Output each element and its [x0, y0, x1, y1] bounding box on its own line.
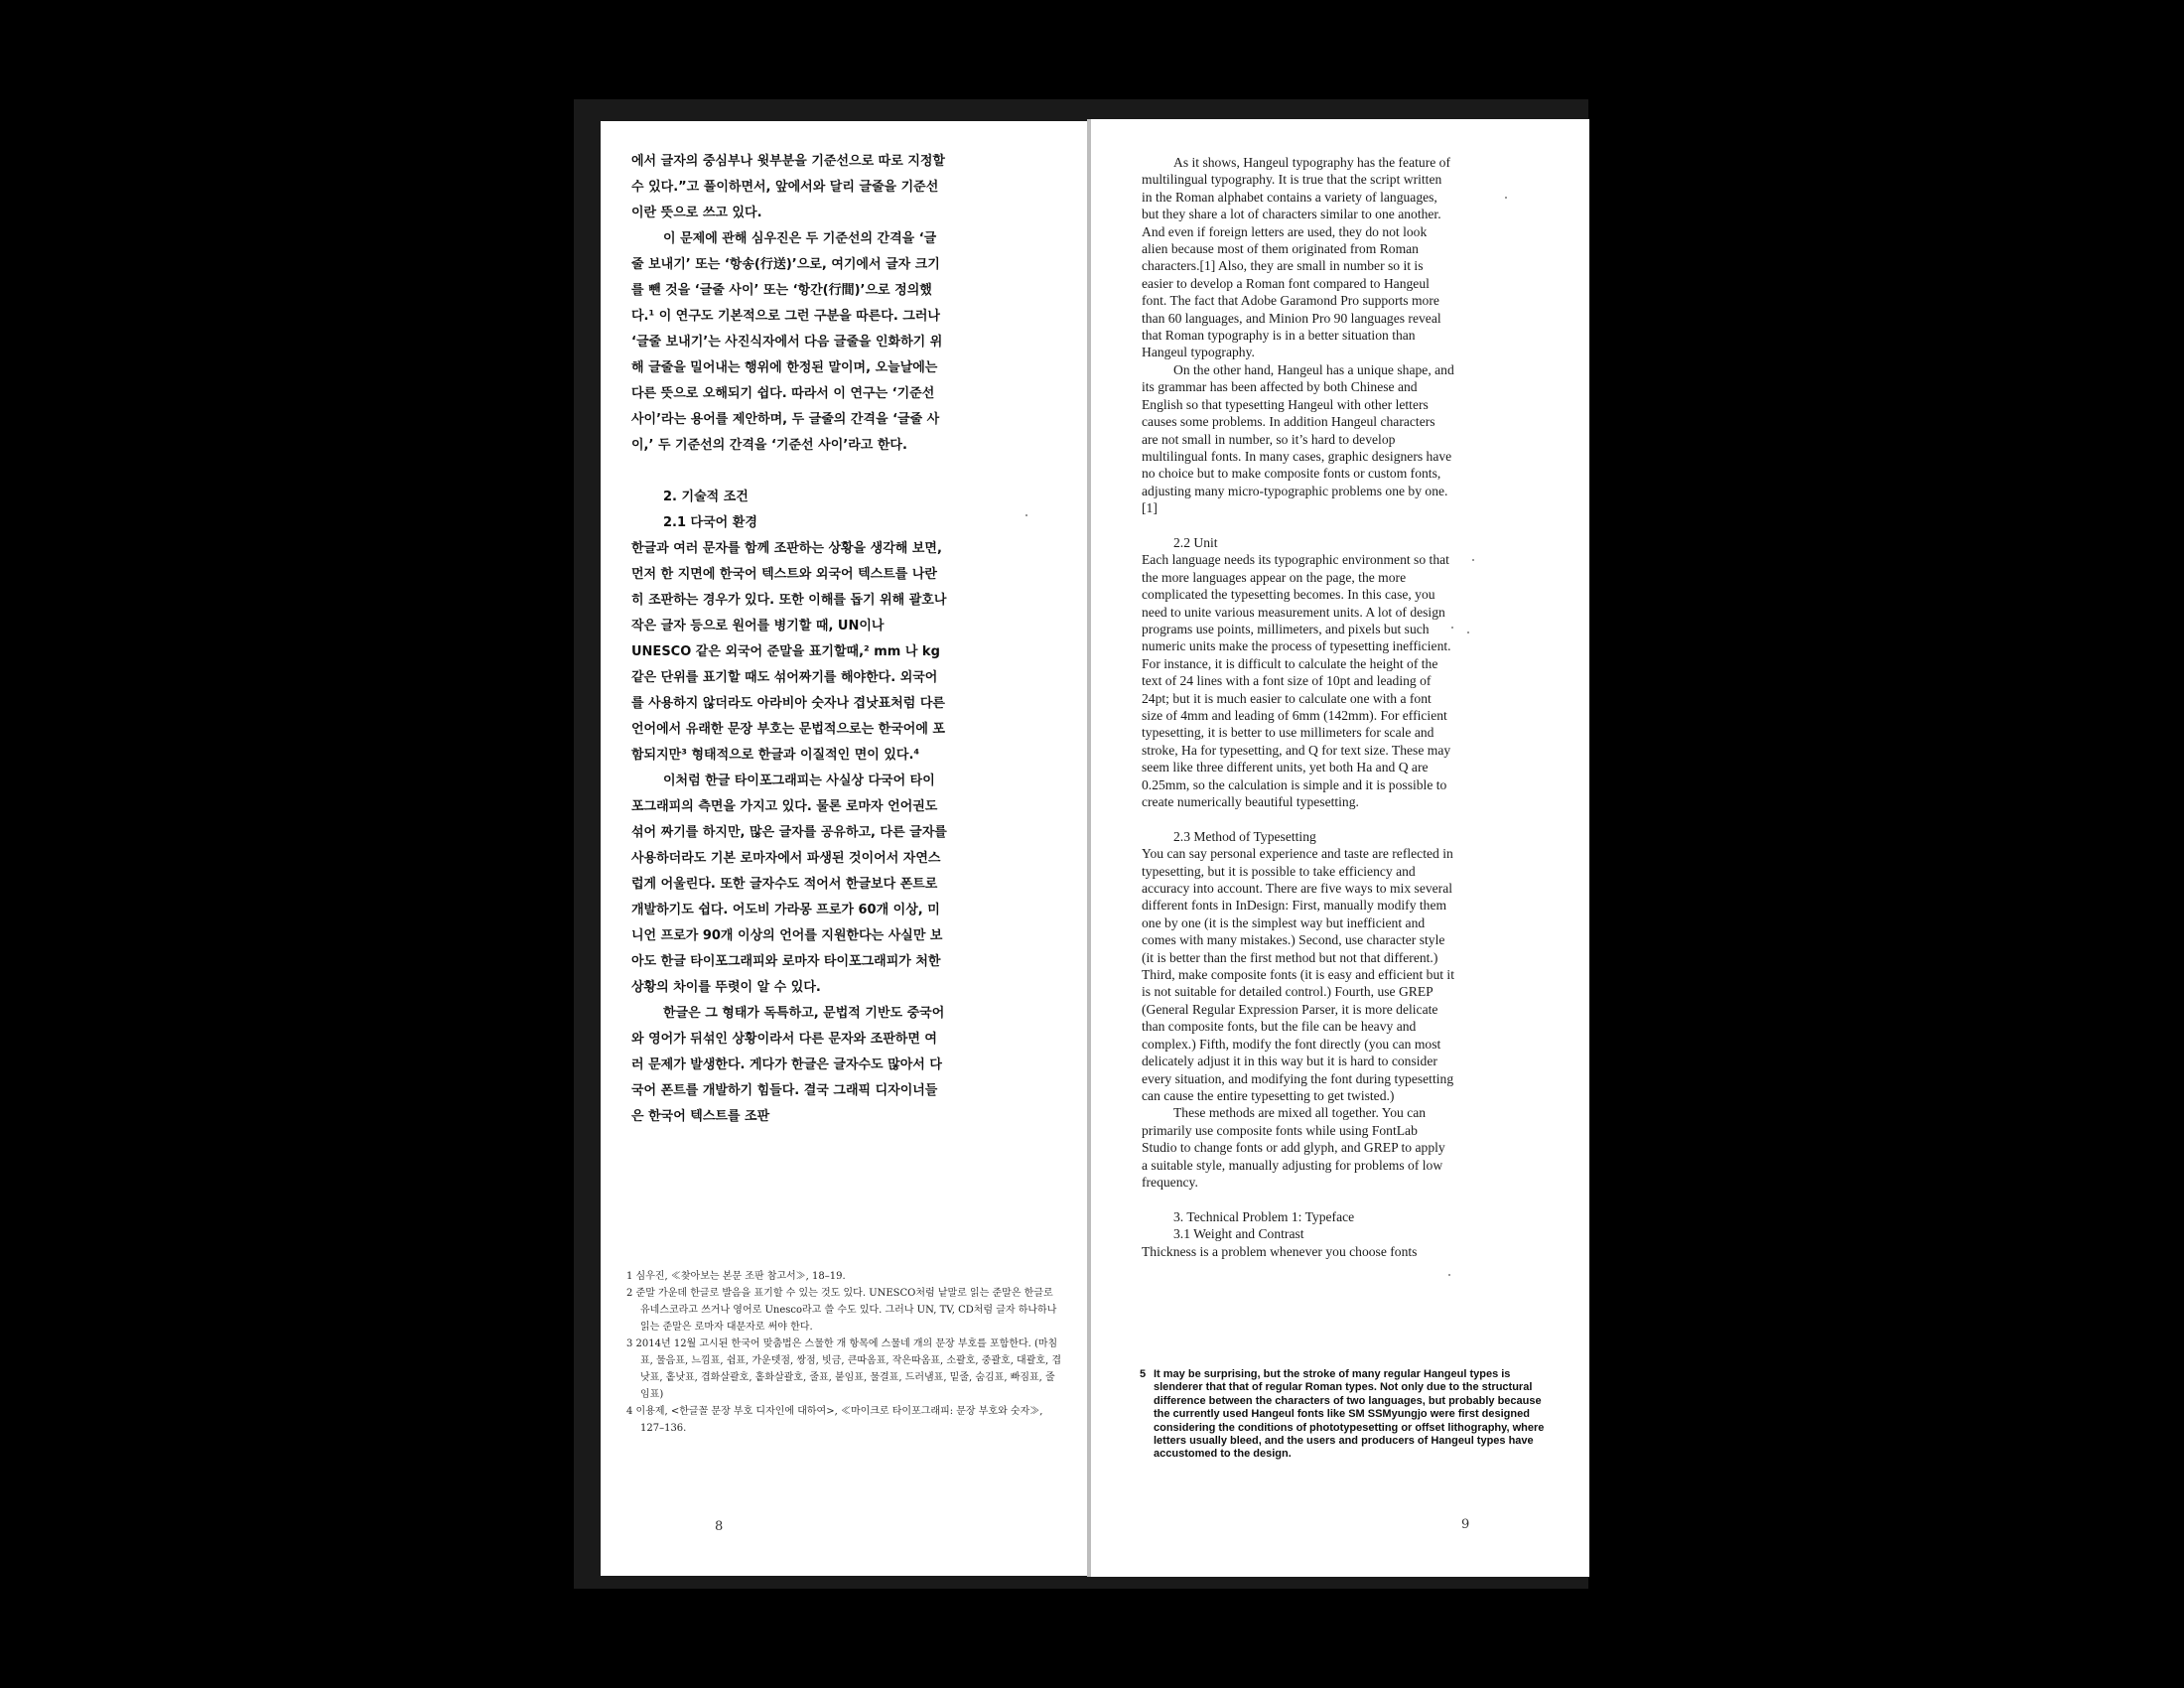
right-paragraph: Thickness is a problem whenever you choose fonts — [1142, 1243, 1418, 1259]
paper-speck — [1448, 1274, 1450, 1276]
left-footnotes — [626, 1268, 1063, 1437]
footnote: 4 이용제, <한글꼴 문장 부호 디자인에 대하여>, ≪마이크로 타이포그래피: 문장 부호와 숫자≫, 127–136. — [626, 1406, 1043, 1434]
right-paragraph: On the other hand, Hangeul has a unique shape, and its grammar has been affected by both Chinese and English so that typesetting Hangeul with other letters causes some problems. In addition Hangeul characters are not small in number, so it’s hard to develop multilingual fonts. In many cases, graphic designers have no choice but to make composite fonts or custom fonts, adjusting many micro-typographic problems one by one.[1] — [1142, 361, 1454, 516]
left-paragraph: 에서 글자의 중심부나 윗부분을 기준선으로 따로 지정할 수 있다.”고 풀이하면서, 앞에서와 달리 글줄을 기준선이란 뜻으로 쓰고 있다. — [631, 154, 945, 220]
paper-speck — [1472, 559, 1474, 561]
subsection-heading: 2.2 Unit — [1173, 534, 1218, 550]
paper-speck — [1505, 197, 1507, 199]
footnote: 1 심우진, ≪찾아보는 본문 조판 참고서≫, 18–19. — [626, 1271, 846, 1282]
left-page-body — [631, 149, 947, 1130]
left-page — [601, 121, 1090, 1576]
paper-speck — [1025, 514, 1027, 516]
subsection-heading: 3.1 Weight and Contrast — [1173, 1226, 1304, 1242]
footnote-text: It may be surprising, but the stroke of many regular Hangeul types is slenderer that that of regular Roman types. Not only due to the structural difference between the characters of two languages, but probably because the currently used Hangeul fonts like SM SSMyungjo were first designed considering the conditions of phototypesetting or offset lithography, where letters usually bleed, and the users and producers of Hangeul types have accustomed to the design. — [1154, 1368, 1545, 1461]
right-footnote — [1140, 1368, 1547, 1462]
left-paragraph: 이처럼 한글 타이포그래피는 사실상 다국어 타이포그래피의 측면을 가지고 있다. 물론 로마자 언어권도 섞어 짜기를 하지만, 많은 글자를 공유하고, 다른 글자를 사용하더라도 기본 로마자에서 파생된 것이어서 자연스럽게 어울린다. 또한 글자수도 적어서 한글보다 폰트로 개발하기도 쉽다. 어도비 가라몽 프로가 60개 이상, 미니언 프로가 90개 이상의 언어를 지원한다는 사실만 보아도 한글 타이포그래피와 로마자 타이포그래피가 처한 상황의 차이를 뚜렷이 알 수 있다. — [631, 774, 947, 995]
footnote-number: 5 — [1140, 1368, 1147, 1380]
left-paragraph: 한글과 여러 문자를 함께 조판하는 상황을 생각해 보면, 먼저 한 지면에 한국어 텍스트와 외국어 텍스트를 나란히 조판하는 경우가 있다. 또한 이해를 돕기 위해 괄호나 작은 글자 등으로 원어를 병기할 때, UN이나 UNESCO 같은 외국어 준말을 표기할때,² mm 나 kg 같은 단위를 표기할 때도 섞어짜기를 해야한다. 외국어를 사용하지 않더라도 아라비아 숫자나 겹낫표처럼 다른 언어에서 유래한 문장 부호는 문법적으로는 한국어에 포함되지만³ 형태적으로 한글과 이질적인 면이 있다.⁴ — [631, 541, 947, 763]
section-heading: 3. Technical Problem 1: Typeface — [1173, 1208, 1355, 1224]
page-number-left: 8 — [715, 1519, 724, 1534]
right-paragraph: These methods are mixed all together. You can primarily use composite fonts while using FontLab Studio to change fonts or add glyph, and GREP to apply a suitable style, manually adjusting for problems of low frequency. — [1142, 1105, 1445, 1190]
left-paragraph: 이 문제에 관해 심우진은 두 기준선의 간격을 ‘글줄 보내기’ 또는 ‘항송(行送)’으로, 여기에서 글자 크기를 뺀 것을 ‘글줄 사이’ 또는 ‘항간(行間)’으로 정의했다.¹ 이 연구도 기본적으로 그런 구분을 따른다. 그러나 ‘글줄 보내기’는 사진식자에서 다음 글줄을 인화하기 위해 글줄을 밀어내는 행위에 한정된 말이며, 오늘날에는 다른 뜻으로 오해되기 쉽다. 따라서 이 연구는 ‘기준선 사이’라는 용어를 제안하며, 두 글줄의 간격을 ‘글줄 사이,’ 두 기준선의 간격을 ‘기준선 사이’라고 한다. — [631, 231, 943, 453]
right-paragraph: You can say personal experience and taste are reflected in typesetting, but it is possible to take efficiency and accuracy into account. There are five ways to mix several different fonts in InDesign: First, manually modify them one by one (it is the simplest way but inefficient and comes with many mistakes.) Second, use character style (it is better than the first method but not that different.) Third, make composite fonts (it is easy and efficient but it is not suitable for detailed control.) Fourth, use GREP (General Regular Expression Parser, it is more delicate than composite fonts, but the file can be heavy and complex.) Fifth, modify the font directly (you can most delicately adjust it in this way but it is hard to consider every situation, and modifying the font during typesetting can cause the entire typesetting to get twisted.) — [1142, 846, 1454, 1103]
right-page — [1091, 119, 1589, 1577]
right-page-body — [1142, 154, 1454, 1260]
subsection-heading: 2.3 Method of Typesetting — [1173, 828, 1316, 844]
footnote: 3 2014년 12월 고시된 한국어 맞춤법은 스물한 개 항목에 스물네 개의 문장 부호를 포함한다. (마침표, 물음표, 느낌표, 쉼표, 가운뎃점, 쌍점, 빗금, 큰따옴표, 작은따옴표, 소괄호, 중괄호, 대괄호, 겹낫표, 홑낫표, 겹화살괄호, 홑화살괄호, 줄표, 붙임표, 물결표, 드러냄표, 밑줄, 숨김표, 빠짐표, 줄임표) — [626, 1338, 1062, 1400]
left-paragraph: 한글은 그 형태가 독특하고, 문법적 기반도 중국어와 영어가 뒤섞인 상황이라서 다른 문자와 조판하면 여러 문제가 발생한다. 게다가 한글은 글자수도 많아서 다국어 폰트를 개발하기 힘들다. 결국 그래픽 디자이너들은 한국어 텍스트를 조판 — [631, 1006, 945, 1124]
paper-speck — [1467, 632, 1469, 633]
right-paragraph: As it shows, Hangeul typography has the feature of multilingual typography. It is true that the script written in the Roman alphabet contains a variety of languages, but they share a lot of characters similar to one another. And even if foreign letters are used, they do not look alien because most of them originated from Roman characters.[1] Also, they are small in number so it is easier to develop a Roman font compared to Hangeul font. The fact that Adobe Garamond Pro supports more than 60 languages, and Minion Pro 90 languages reveal that Roman typography is in a better situation than Hangeul typography. — [1142, 155, 1450, 360]
footnote: 2 준말 가운데 한글로 발음을 표기할 수 있는 것도 있다. UNESCO처럼 낱말로 읽는 준말은 한글로 유네스코라고 쓰거나 영어로 Unesco라고 쓸 수도 있다. 그러나 UN, TV, CD처럼 글자 하나하나 읽는 준말은 로마자 대문자로 써야 한다. — [626, 1288, 1057, 1333]
section-heading: 2. 기술적 조건 — [663, 490, 749, 504]
right-paragraph: Each language needs its typographic environment so that the more languages appear on the page, the more complicated the typesetting becomes. In this case, you need to unite various measurement units. A lot of design programs use points, millimeters, and pixels but such numeric units make the process of typesetting inefficient. For instance, it is difficult to calculate the height of the text of 24 lines with a font size of 10pt and leading of 24pt; but it is much easier to calculate one with a font size of 4mm and leading of 6mm (142mm). For efficient typesetting, it is better to use millimeters for scale and stroke, Ha for typesetting, and Q for text size. These may seem like three different units, yet both Ha and Q are 0.25mm, so the calculation is simple and it is possible to create numerically beautiful typesetting. — [1142, 552, 1451, 810]
subsection-heading: 2.1 다국어 환경 — [663, 515, 757, 530]
paper-speck — [1451, 627, 1453, 629]
page-number-right: 9 — [1461, 1517, 1470, 1532]
